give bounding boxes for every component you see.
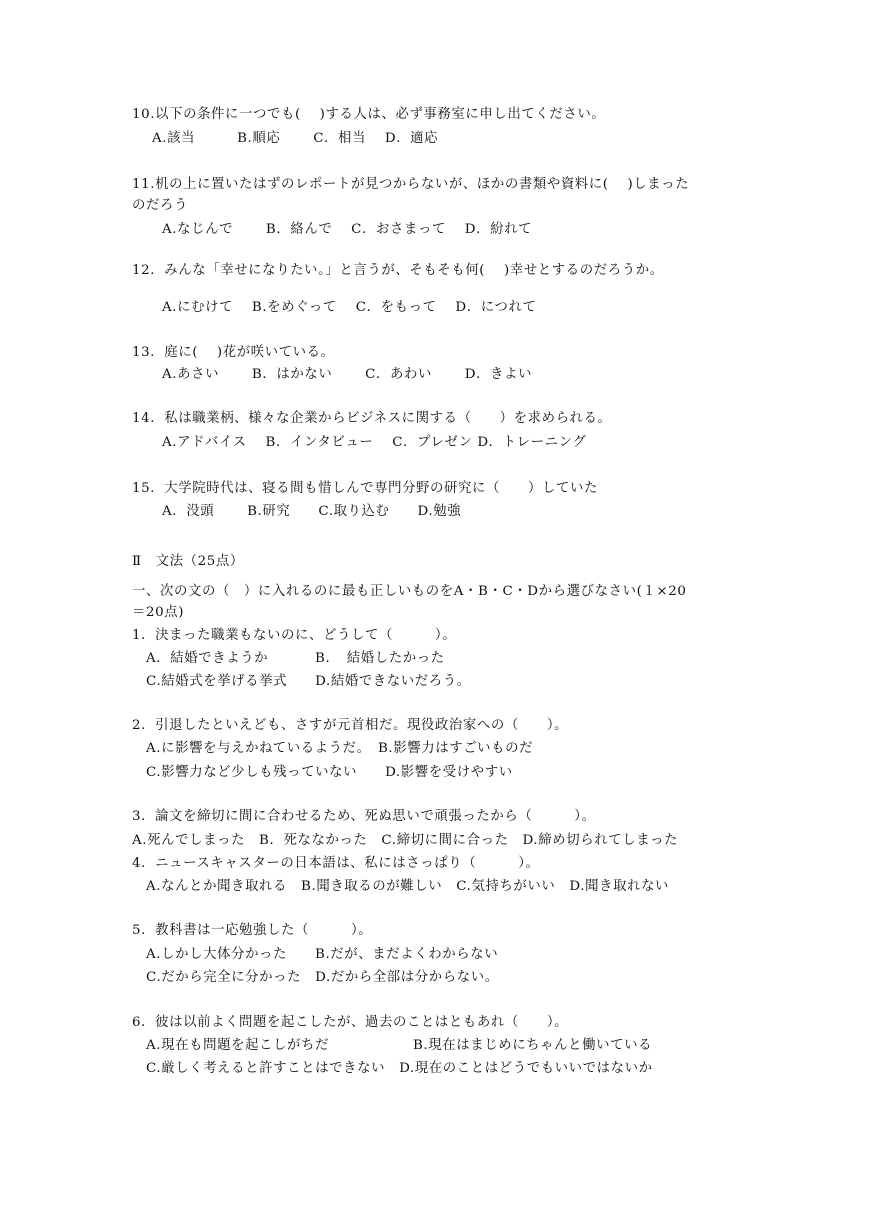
g5-options-line2: C.だから完全に分かった D.だから全部は分からない。 xyxy=(146,970,499,985)
q12-stem: 12．みんな「幸せになりたい。」と言うが、そもそも何( )幸せとするのだろうか。 xyxy=(132,263,664,278)
g1-options-line2: C.結婚式を挙げる挙式 D.結婚できないだろう。 xyxy=(146,674,471,689)
g6-options-line2: C.厳しく考えると許すことはできない D.現在のことはどうでもいいではないか xyxy=(146,1061,653,1076)
g1-options-line1: A．結婚できようか B． 結婚したかった xyxy=(146,651,445,666)
g5-options-line1: A.しかし大体分かった B.だが、まだよくわからない xyxy=(146,947,499,962)
q13-stem: 13．庭に( )花が咲いている。 xyxy=(132,345,335,360)
q14-stem: 14．私は職業柄、様々な企業からビジネスに関する（ ）を求められる。 xyxy=(132,411,612,426)
g3-options: A.死んでしまった B．死ななかった C.締切に間に合った D.締め切られてしまった xyxy=(132,833,679,848)
q10-stem: 10.以下の条件に一つでも( )する人は、必ず事務室に申し出てください。 xyxy=(132,107,606,122)
q14-options: A.アドバイス B．インタビュー C．プレゼン D．トレーニング xyxy=(162,435,587,450)
g2-options-line1: A.に影響を与えかねているようだ。 B.影響力はすごいものだ xyxy=(146,741,534,756)
g4-stem: 4．ニュースキャスターの日本語は、私にはさっぱり（ ）。 xyxy=(132,856,540,871)
grammar-section-title: Ⅱ 文法（25点） xyxy=(132,554,244,569)
g6-stem: 6．彼は以前よく問題を起こしたが、過去のことはともあれ（ ）。 xyxy=(132,1015,569,1030)
q15-options: A．没頭 B.研究 C.取り込む D.勉強 xyxy=(162,504,462,519)
g2-stem: 2．引退したといえども、さすが元首相だ。現役政治家への（ ）。 xyxy=(132,718,569,733)
q11-stem-line2: のだろう xyxy=(132,198,188,213)
q11-options: A.なじんで B．絡んで C．おさまって D．紛れて xyxy=(162,222,533,237)
g2-options-line2: C.影響力など少しも残っていない D.影響を受けやすい xyxy=(146,765,513,780)
g4-options: A.なんとか聞き取れる B.聞き取るのが難しい C.気持ちがいい D.聞き取れない xyxy=(146,879,670,894)
g1-stem: 1．決まった職業もないのに、どうして（ ）。 xyxy=(132,628,457,643)
grammar-instruction-line1: 一、次の文の（ ）に入れるのに最も正しいものをA・B・C・Dから選びなさい(１×20 xyxy=(132,584,687,599)
q13-options: A.あさい B．はかない C．あわい D．きよい xyxy=(162,367,533,382)
grammar-instruction-line2: ＝20点) xyxy=(132,605,185,620)
q11-stem-line1: 11.机の上に置いたはずのレポートが見つからないが、ほかの書類や資料に( )しまった xyxy=(132,177,690,192)
q12-options: A.にむけて B.をめぐって C．をもって D．につれて xyxy=(162,300,537,315)
q15-stem: 15．大学院時代は、寝る間も惜しんで専門分野の研究に（ ）していた xyxy=(132,481,598,496)
g6-options-line1: A.現在も問題を起こしがちだ B.現在はまじめにちゃんと働いている xyxy=(146,1038,653,1053)
g5-stem: 5．教科書は一応勉強した（ ）。 xyxy=(132,923,373,938)
q10-options: A.該当 B.順応 C．相当 D．適応 xyxy=(152,131,439,146)
g3-stem: 3．論文を締切に間に合わせるため、死ぬ思いで頑張ったから（ ）。 xyxy=(132,809,596,824)
